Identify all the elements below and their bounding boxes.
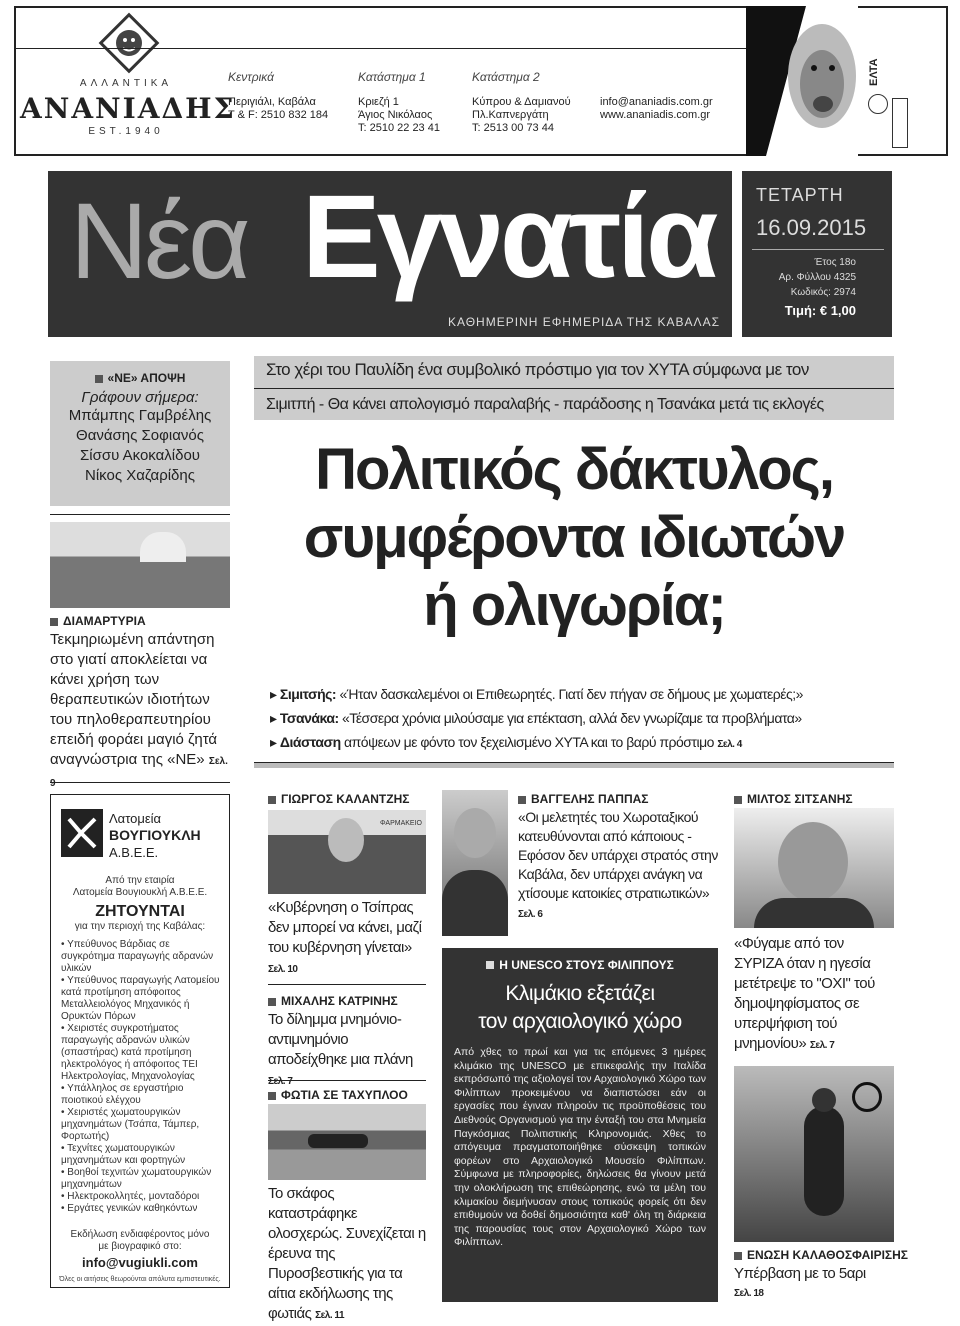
unesco-box — [442, 948, 718, 1302]
ad-column-2 — [358, 70, 440, 135]
column-line: Κύπρου & Δαμιανού — [472, 96, 571, 108]
elta-text: ΕΛΤΑ — [868, 58, 880, 86]
katrinis-text: Το δίλημμα μνημόνιο-αντιμνημόνιο αποδείχθηκε μια πλάνη Σελ. 7 — [268, 1011, 413, 1087]
ad-email: info@vugiukli.com — [82, 1255, 198, 1270]
ad-website: www.ananiadis.com.gr — [600, 109, 711, 121]
column-line: Τ: 2513 00 73 44 — [472, 122, 554, 134]
sitsanis-kicker: ΜΙΛΤΟΣ ΣΙΤΣΑΝΗΣ — [734, 792, 853, 806]
basketball-photo — [734, 1066, 894, 1242]
opinion-intro: Γράφουν σήμερα: — [81, 389, 199, 406]
postage-icon — [892, 98, 908, 148]
lead-deck-2: Σιμιτπή - Θα κάνει απολογισμό παραλαβής - παράδοσης η Τσανάκα μετά τις εκλογές — [266, 396, 824, 413]
ananiadis-logo — [16, 8, 236, 154]
basket-text: Υπέρβαση με το 5αρι Σελ. 18 — [734, 1265, 866, 1299]
column-line: Κριεζή 1 — [358, 96, 399, 108]
top-advertisement — [14, 6, 948, 156]
job-item: • Χειριστές συγκροτήματος παραγωγής αδρανών υλικών (σπαστήρας) κατά προτίμηση ηλεκτρολόγος ή απόφοιτος ΤΕΙ Ηλεκτρολογίας, Μηχανολογίας — [61, 1023, 198, 1082]
unesco-headline: τον αρχαιολογικό χώρο — [478, 1010, 682, 1033]
ad-apply: Εκδήλωση ενδιαφέροντος μόνο με βιογραφικό στο: — [70, 1229, 210, 1252]
lead-deck-1: Στο χέρι του Παυλίδη ένα συμβολικό πρόστιμο για τον ΧΥΤΑ σύμφωνα με τον — [266, 360, 809, 379]
column-heading: Κατάστημα 2 — [472, 70, 540, 84]
unesco-body: Από χθες το πρωί και για τις επόμενες 3 ημέρες κλιμάκιο της UNESCO με επικεφαλής την Ιταλίδα εκπρόσωπό της αξιολογεί τον Αρχαιολογικό Χώρο των Φιλίππων προκειμένου να διαπιστώσει εάν οι εργασίες που έγιναν πληρούν τις προϋποθέσεις του Διεθνούς Οργανισμού για την ένταξή του στα Μνημεία Παγκόσμιας Πολιτιστικής Κληρονομιάς. Χθες το απόγευμα πραγματοποιήθηκε σύσκεψη τοπικών φορέων στο Αρχαιολογικό Μουσείο Φιλίππων. Σύμφωνα με πληροφορίες, δηλώσεις θα γίνουν μετά την ολοκλήρωση της επιθεώρησης, ενώ τα μέλη του κλιμακίου διεμήνυσαν στους τοπικούς φορείς ότι δεν επιθυμούν να δοθεί δημοσιότητα καθ' όλη τη διάρκεια της παρουσίας τους στον Αρχαιολογικό Χώρο των Φιλίππων. — [454, 1046, 706, 1249]
fire-kicker: ΦΩΤΙΑ ΣΕ ΤΑΧΥΠΛΟΟ — [268, 1088, 408, 1102]
elta-logo — [868, 38, 892, 88]
column-line: Πλ.Καπνεργάτη — [472, 109, 549, 121]
brand-top-text: ΑΛΛΑΝΤΙΚΑ — [79, 78, 173, 89]
ad-wanted: ΖΗΤΟΥΝΤΑΙ — [95, 903, 185, 920]
price: Τιμή: € 1,00 — [784, 303, 856, 318]
pappas-photo — [442, 790, 508, 936]
column-line: T & F: 2510 832 184 — [228, 109, 329, 121]
unesco-kicker: Η UNESCO ΣΤΟΥΣ ΦΙΛΙΠΠΟΥΣ — [442, 958, 718, 972]
protest-photo — [50, 522, 230, 608]
job-item: • Χειριστές χωματουργικών μηχανημάτων (Τσάπα, Τάμπερ, Φορτωτής) — [61, 1107, 200, 1142]
job-item: • Εργάτες γενικών καθηκόντων — [61, 1203, 198, 1214]
kalantzis-text: «Κυβέρνηση ο Τσίπρας δεν μπορεί να κάνει, μαζί του κυβέρνηση γίνεται» Σελ. 10 — [268, 899, 422, 975]
author-name: Σίσσυ Ακοκαλίδου — [79, 447, 201, 464]
title-bold: Εγνατία — [302, 171, 715, 303]
pappas-kicker: ΒΑΓΓΕΛΗΣ ΠΑΠΠΑΣ — [518, 792, 649, 806]
lead-bullet: ▸ Σιμιτσής: «Ήταν δασκαλεμένοι οι Επιθεωρητές. Γιατί δεν πήγαν σε δήμους με χωματερές;» — [270, 686, 803, 702]
quarry-logo-icon — [61, 809, 103, 857]
job-item: • Υπάλληλος σε εργαστήριο ποιοτικού ελέγχου — [61, 1083, 184, 1106]
headline-line: συμφέροντα ιδιωτών — [303, 505, 845, 570]
kalantzis-photo — [268, 810, 426, 894]
date-box — [742, 171, 892, 337]
job-item: • Υπεύθυνος παραγωγής Λατομείου κατά προτίμηση απόφοιτος Μεταλλειολόγος Μηχανικός ή Ορυκτών Πόρων — [61, 975, 220, 1022]
author-name: Νίκος Χαζαρίδης — [85, 467, 195, 484]
lead-bullet: ▸ Διάσταση απόψεων με φόντο τον ξεχειλισμένο ΧΥΤΑ και το βαρύ πρόστιμο Σελ. 4 — [270, 734, 742, 750]
issue-code: Κωδικός: 2974 — [790, 287, 856, 298]
column-line: Περιγιάλι, Καβάλα — [228, 96, 316, 108]
lead-bullets — [270, 682, 894, 757]
job-item: • Βοηθοί τεχνιτών χωματουργικών μηχανημάτων — [61, 1167, 212, 1190]
author-name: Θανάσης Σοφιανός — [76, 427, 204, 444]
date: 16.09.2015 — [756, 215, 867, 240]
headline-line: Πολιτικός δάκτυλος, — [315, 437, 833, 502]
ad-region: για την περιοχή της Καβάλας: — [74, 921, 206, 932]
sitsanis-text: «Φύγαμε από τον ΣΥΡΙΖΑ όταν η ηγεσία μετέτρεψε το "ΟΧΙ" τού δημοψηφίσματος σε υπερψήφιση τού μνημονίου» Σελ. 7 — [734, 935, 875, 1052]
company-name: ΒΟΥΓΙΟΥΚΛΗ — [109, 827, 201, 843]
ad-column-1 — [228, 70, 328, 122]
issue-number: Αρ. Φύλλου 4325 — [778, 272, 856, 283]
stamp-icon — [868, 94, 888, 114]
lead-divider — [254, 762, 894, 768]
headline-line: ή ολιγωρία; — [423, 573, 725, 638]
opinion-kicker: «ΝΕ» ΑΠΟΨΗ — [50, 371, 230, 385]
unesco-headline: Κλιμάκιο εξετάζει — [505, 982, 655, 1005]
quarry-advertisement — [50, 794, 230, 1288]
photo-sign: ΦΑΡΜΑΚΕΙΟ — [380, 820, 422, 827]
basket-kicker: ΕΝΩΣΗ ΚΑΛΑΘΟΣΦΑΙΡΙΣΗΣ — [734, 1248, 908, 1262]
job-item: • Υπεύθυνος Βάρδιας σε συγκρότημα παραγωγής αδρανών υλικών — [61, 939, 214, 974]
fire-text: Το σκάφος καταστράφηκε ολοσχερώς. Συνεχίζεται η έρευνα της Πυροσβεστικής για τα αίτια εκδήλωσης της φωτιάς Σελ. 11 — [268, 1185, 426, 1322]
ad-contact — [600, 96, 713, 122]
masthead — [48, 171, 732, 337]
sitsanis-photo — [734, 808, 894, 928]
page-ref: Σελ. 9 — [50, 756, 228, 789]
kalantzis-kicker: ΓΙΩΡΓΟΣ ΚΑΛΑΝΤΖΗΣ — [268, 792, 409, 806]
author-name: Μπάμπης Γαμβρέλης — [68, 407, 212, 424]
day: ΤΕΤΑΡΤΗ — [756, 185, 844, 205]
protest-text — [50, 630, 230, 794]
brand-name: ΑΝΑΝΙΑΔΗΣ — [20, 92, 236, 125]
column-heading: Κατάστημα 1 — [358, 70, 426, 84]
brand-est: EST.1940 — [88, 126, 164, 137]
protest-kicker: ΔΙΑΜΑΡΤΥΡΙΑ — [50, 614, 146, 628]
title-light: Νέα — [70, 180, 247, 301]
company-small: Λατομεία — [109, 811, 162, 826]
year: Έτος 18ο — [814, 257, 856, 268]
ad-note: Όλες οι αιτήσεις θεωρούνται απόλυτα εμπιστευτικές. — [59, 1276, 221, 1283]
ad-email: info@ananiadis.com.gr — [600, 96, 713, 108]
fire-photo — [268, 1104, 426, 1180]
pappas-text: «Οι μελετητές του Χωροταξικού κατευθύνονται από κάποιους - Εφόσον δεν υπάρχει στρατός στην Καβάλα, δεν υπάρχει ανάγκη να χτίσουμε κατοικίες στρατιωτικών» Σελ. 6 — [518, 809, 718, 920]
column-line: Άγιος Νικόλαος — [358, 109, 433, 121]
ad-column-3 — [472, 70, 571, 135]
protest-body: Τεκμηριωμένη απάντηση στο γιατί αποκλείεται να κάνει χρήση των θεραπευτικών ιδιοτήτων του πηλοθεραπευτηρίου επειδή φοράει μαγιό ζητά αναγνώστρια της «ΝΕ» — [50, 631, 218, 768]
column-line: Τ: 2510 22 23 41 — [358, 122, 440, 134]
column-heading: Κεντρικά — [228, 70, 275, 84]
job-item: • Ηλεκτροκολλητές, μονταδόροι — [61, 1191, 200, 1202]
ad-intro: Από την εταιρία — [105, 875, 175, 886]
lead-bullet: ▸ Τσανάκα: «Τέσσερα χρόνια μιλούσαμε για επέκταση, αλλά δεν γνωρίζαμε τα προβλήματα» — [270, 710, 802, 726]
ad-intro: Λατομεία Βουγιουκλή Α.Β.Ε.Ε. — [72, 887, 208, 898]
lion-crest-icon — [98, 12, 160, 74]
katrinis-kicker: ΜΙΧΑΛΗΣ ΚΑΤΡΙΝΗΣ — [268, 994, 398, 1008]
lion-face-icon — [746, 6, 858, 156]
job-item: • Τεχνίτες χωματουργικών μηχανημάτων και φορτηγών — [61, 1143, 186, 1166]
opinion-box — [50, 361, 230, 506]
lion-image — [746, 6, 858, 156]
company-sub: Α.Β.Ε.Ε. — [109, 845, 159, 860]
lead-headline — [254, 436, 894, 640]
masthead-subtitle: ΚΑΘΗΜΕΡΙΝΗ ΕΦΗΜΕΡΙΔΑ ΤΗΣ ΚΑΒΑΛΑΣ — [447, 315, 720, 329]
